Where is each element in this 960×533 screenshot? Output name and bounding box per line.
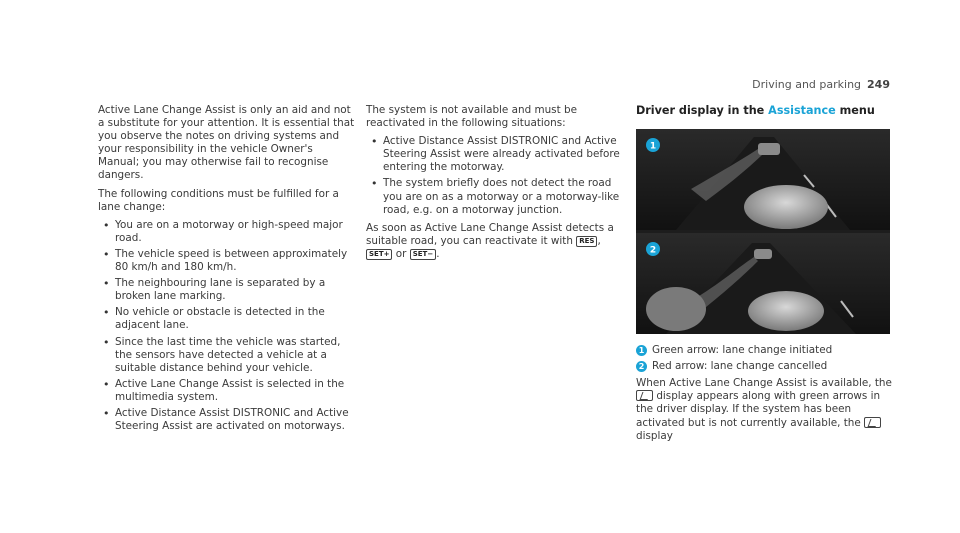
list-item: • Since the last time the vehicle was started, the sensors have detected a vehicle at a suitable distance behind your vehicle. (98, 336, 356, 375)
legend-text: Green arrow: lane change initiated (652, 344, 833, 357)
unavailable-intro: The system is not available and must be reactivated in the following situations: (366, 104, 577, 130)
lane-change-icon (636, 390, 653, 401)
column-left (98, 104, 356, 438)
page-number: 249 (867, 78, 890, 91)
para-b: display appears along with green arrows in the driver display. If the system has been activated but is not currently available, the (636, 390, 881, 429)
vehicle-ahead-1 (758, 143, 780, 155)
para-c: display (636, 429, 673, 442)
legend-number-icon: 1 (636, 345, 647, 356)
list-item: • No vehicle or obstacle is detected in the adjacent lane. (98, 306, 356, 332)
reactivate-paragraph: As soon as Active Lane Change Assist detects a suitable road, you can reactivate it with RES , SET+ or SET− . (366, 221, 614, 260)
list-item: • The vehicle speed is between approximately 80 km/h and 180 km/h. (98, 248, 356, 274)
section-title: Driving and parking (752, 78, 862, 91)
availability-paragraph (636, 377, 894, 442)
set-minus-key-icon: SET− (410, 249, 436, 260)
lane-change-icon (864, 417, 881, 428)
vehicle-ahead-2 (754, 249, 772, 259)
section-heading (636, 104, 894, 117)
page-header (752, 78, 890, 91)
set-plus-key-icon: SET+ (366, 249, 392, 260)
vehicle-2 (748, 291, 824, 331)
res-key-icon: RES (576, 236, 597, 247)
legend-number-icon: 2 (636, 361, 647, 372)
callout-1-label: 1 (649, 141, 657, 152)
legend-item-1 (636, 344, 894, 357)
legend-text: Red arrow: lane change cancelled (652, 360, 828, 373)
vehicle-adjacent-2 (646, 287, 706, 331)
list-item: • Active Distance Assist DISTRONIC and Active Steering Assist were already activated before entering the motorway. (366, 135, 628, 174)
callout-2-label: 2 (649, 245, 657, 256)
heading-prefix: Driver display in the (636, 104, 765, 117)
column-right (636, 104, 894, 448)
driver-display-figure (636, 129, 890, 334)
heading-accent: Assistance (768, 104, 836, 117)
conditions-list (98, 219, 356, 433)
driver-display-illustration (636, 129, 890, 334)
intro-paragraph: Active Lane Change Assist is only an aid and not a substitute for your attention. It is essential that you observe the notes on driving systems and your responsibility in the vehicle Owner's Manual; you may otherwise fail to recognise dangers. (98, 104, 355, 182)
column-middle (366, 104, 628, 266)
list-item: • The neighbouring lane is separated by a broken lane marking. (98, 277, 356, 303)
heading-suffix: menu (839, 104, 875, 117)
list-item: • Active Distance Assist DISTRONIC and Active Steering Assist are activated on motorways. (98, 407, 356, 433)
conditions-intro: The following conditions must be fulfilled for a lane change: (98, 187, 339, 213)
legend-item-2 (636, 360, 894, 373)
list-item: • You are on a motorway or high-speed major road. (98, 219, 356, 245)
reactivate-text: As soon as Active Lane Change Assist detects a suitable road, you can reactivate it with (366, 221, 614, 247)
para-a: When Active Lane Change Assist is available, the (636, 377, 892, 390)
list-item: • Active Lane Change Assist is selected in the multimedia system. (98, 378, 356, 404)
list-item: • The system briefly does not detect the road you are on as a motorway or a motorway-like road, e.g. on a motorway junction. (366, 177, 628, 216)
vehicle-1 (744, 185, 828, 229)
or-text: or (395, 247, 407, 260)
situations-list (366, 135, 628, 217)
